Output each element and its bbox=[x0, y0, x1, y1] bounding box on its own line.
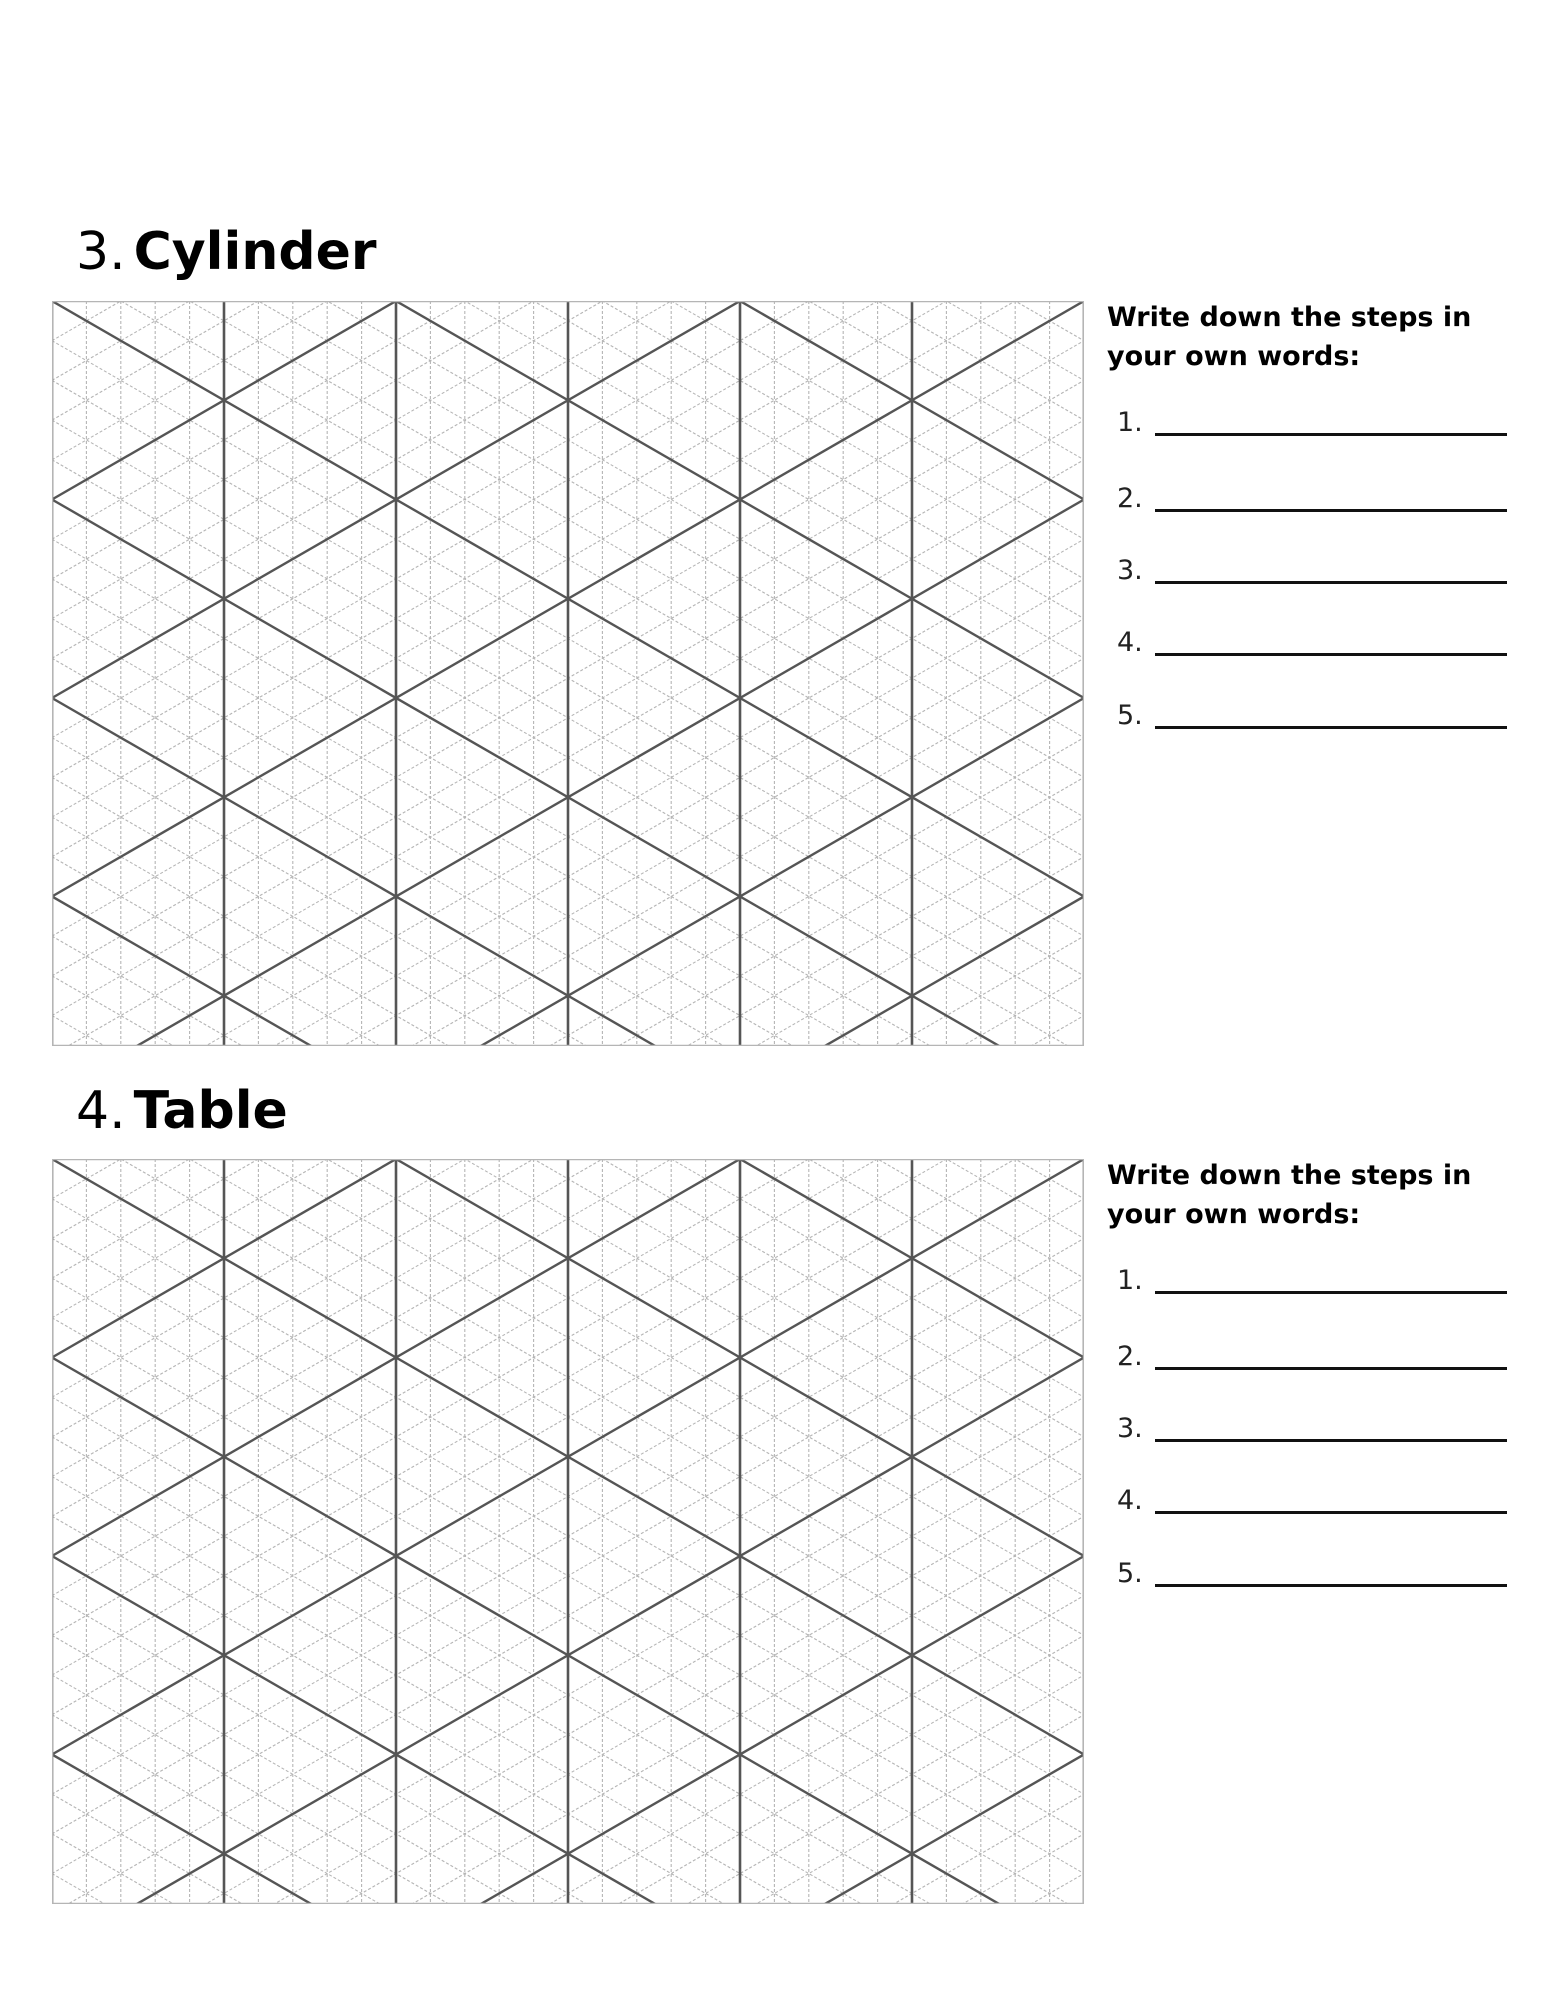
answer-line[interactable] bbox=[1155, 581, 1507, 584]
step-5[interactable] bbox=[1117, 691, 1507, 731]
step-number: 5. bbox=[1117, 700, 1143, 731]
step-number: 2. bbox=[1117, 1341, 1143, 1372]
section-name: Table bbox=[133, 1081, 288, 1141]
step-3[interactable] bbox=[1117, 546, 1507, 586]
answer-line[interactable] bbox=[1155, 433, 1507, 436]
section-number: 4. bbox=[76, 1081, 126, 1141]
step-4[interactable] bbox=[1117, 618, 1507, 658]
step-4[interactable] bbox=[1117, 1476, 1507, 1516]
answer-line[interactable] bbox=[1155, 1367, 1507, 1370]
answer-line[interactable] bbox=[1155, 1511, 1507, 1514]
isometric-grid-svg bbox=[52, 1159, 1084, 1904]
section-name: Cylinder bbox=[133, 222, 377, 282]
steps-heading: Write down the steps in your own words: bbox=[1107, 1160, 1472, 1230]
answer-line[interactable] bbox=[1155, 1584, 1507, 1587]
step-number: 4. bbox=[1117, 627, 1143, 658]
isometric-grid[interactable] bbox=[52, 301, 1084, 1046]
section-number: 3. bbox=[76, 222, 126, 282]
steps-heading: Write down the steps in your own words: bbox=[1107, 302, 1472, 372]
steps-panel bbox=[1107, 1156, 1507, 1589]
answer-line[interactable] bbox=[1155, 509, 1507, 512]
step-number: 3. bbox=[1117, 555, 1143, 586]
section-title bbox=[76, 1081, 288, 1141]
answer-line[interactable] bbox=[1155, 1291, 1507, 1294]
step-number: 4. bbox=[1117, 1485, 1143, 1516]
step-1[interactable] bbox=[1117, 398, 1507, 438]
step-number: 3. bbox=[1117, 1413, 1143, 1444]
step-number: 1. bbox=[1117, 407, 1143, 438]
step-2[interactable] bbox=[1117, 474, 1507, 514]
step-3[interactable] bbox=[1117, 1404, 1507, 1444]
isometric-grid[interactable] bbox=[52, 1159, 1084, 1904]
answer-line[interactable] bbox=[1155, 653, 1507, 656]
step-number: 1. bbox=[1117, 1265, 1143, 1296]
answer-line[interactable] bbox=[1155, 1439, 1507, 1442]
isometric-grid-svg bbox=[52, 301, 1084, 1046]
steps-panel bbox=[1107, 298, 1507, 731]
section-title bbox=[76, 222, 377, 282]
step-number: 5. bbox=[1117, 1558, 1143, 1589]
step-number: 2. bbox=[1117, 483, 1143, 514]
step-5[interactable] bbox=[1117, 1549, 1507, 1589]
answer-line[interactable] bbox=[1155, 726, 1507, 729]
step-1[interactable] bbox=[1117, 1256, 1507, 1296]
step-2[interactable] bbox=[1117, 1332, 1507, 1372]
